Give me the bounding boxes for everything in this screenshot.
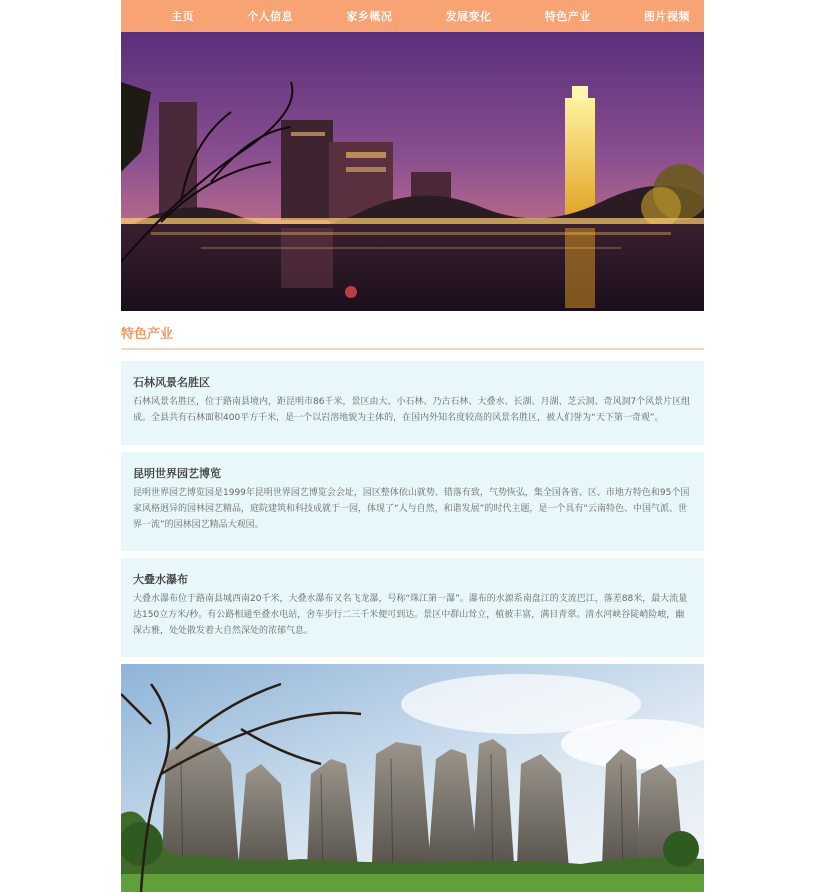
info-card [121, 452, 704, 551]
top-nav [121, 0, 704, 32]
section-title: 特色产业 [121, 327, 174, 342]
hero-city-night-image [121, 32, 704, 311]
card-text: 大叠水瀑布位于路南县城西南20千米，大叠水瀑布又名飞龙瀑，号称“珠江第一瀑”。瀑布的水源系南盘江的支流巴江，落差88米，最大流量达150立方米/秒。有公路相通至叠水电站，舍车步行二三千米便可到达。景区中群山耸立，植被丰富，满目青翠。清水河峡谷陡峭险峻，幽深古雅，处处散发着大自然深处的浓郁气息。 [133, 594, 688, 636]
card-title: 石林风景名胜区 [133, 376, 210, 389]
card-text: 昆明世界园艺博览园是1999年昆明世界园艺博览会会址，园区整体依山就势、错落有致，气势恢弘，集全国各省、区、市地方特色和95个国家风格迥异的园林园艺精品，庭院建筑和科技成就于一园，体现了“人与自然，和谐发展”的时代主题，是一个具有“云南特色、中国气派、世界一流”的园林园艺精品大观园。 [133, 488, 690, 530]
stone-forest-image [121, 664, 704, 892]
nav-development[interactable]: 发展变化 [445, 10, 492, 23]
card-text: 石林风景名胜区，位于路南县境内，距昆明市86千米，景区由大、小石林、乃古石林、大叠水、长湖、月湖、芝云洞、奇风洞7个风景片区组成。全县共有石林面积400平方千米，是一个以岩溶地貌为主体的，在国内外知名度较高的风景名胜区，被人们誉为“天下第一奇观”。 [133, 397, 691, 423]
nav-featured-industry[interactable]: 特色产业 [544, 10, 591, 23]
info-card [121, 558, 704, 657]
card-title: 昆明世界园艺博览 [133, 467, 221, 480]
nav-photos-videos[interactable]: 图片视频 [643, 10, 690, 23]
card-title: 大叠水瀑布 [133, 573, 188, 586]
nav-personal-info[interactable]: 个人信息 [247, 10, 294, 23]
section-header [121, 326, 704, 350]
page-container [121, 0, 704, 311]
nav-hometown-overview[interactable]: 家乡概况 [346, 10, 393, 23]
nav-home[interactable]: 主页 [171, 10, 194, 23]
info-card [121, 361, 704, 445]
